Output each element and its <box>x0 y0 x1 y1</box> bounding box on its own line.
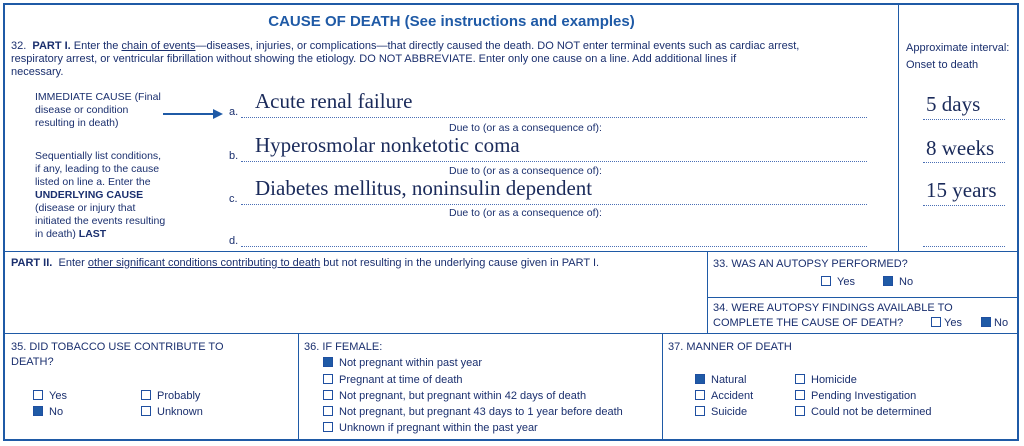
checkbox-icon[interactable] <box>323 406 333 416</box>
q36-option-unknown[interactable]: Unknown if pregnant within the past year <box>323 422 538 435</box>
q35-q36-divider <box>298 333 299 441</box>
line-b-interval-field <box>923 162 1005 163</box>
line-a-interval-field <box>923 119 1005 120</box>
line-d-interval-field <box>923 246 1005 247</box>
line-c-interval-field <box>923 205 1005 206</box>
checkbox-icon[interactable] <box>795 374 805 384</box>
q35-label: 35. DID TOBACCO USE CONTRIBUTE TO DEATH? <box>11 341 224 368</box>
checkbox-icon[interactable] <box>795 406 805 416</box>
line-b-cause[interactable]: Hyperosmolar nonketotic coma <box>255 133 520 157</box>
bottom-section-separator <box>5 333 1017 334</box>
line-c-interval[interactable]: 15 years <box>926 178 997 202</box>
line-a-letter: a. <box>229 106 239 118</box>
q36-label: 36. IF FEMALE: <box>304 341 383 353</box>
q33-separator <box>707 297 1017 298</box>
interval-header: Approximate interval: Onset to death <box>906 42 1010 71</box>
checkbox-icon[interactable] <box>323 390 333 400</box>
q37-option-undetermined[interactable]: Could not be determined <box>795 406 931 419</box>
checkbox-icon[interactable] <box>323 374 333 384</box>
q33-label: 33. WAS AN AUTOPSY PERFORMED? <box>713 258 908 270</box>
interval-column-divider <box>898 5 899 251</box>
line-c-cause[interactable]: Diabetes mellitus, noninsulin dependent <box>255 176 593 200</box>
checkbox-icon[interactable] <box>33 390 43 400</box>
q33-option-no[interactable]: No <box>883 276 913 289</box>
line-b-letter: b. <box>229 150 239 162</box>
line-a-cause[interactable]: Acute renal failure <box>255 89 413 113</box>
cause-of-death-form <box>3 3 1019 441</box>
q34-label: 34. WERE AUTOPSY FINDINGS AVAILABLE TO COMPLETE THE CAUSE OF DEATH? <box>713 302 953 329</box>
part2-divider <box>707 251 708 333</box>
part1-heading: PART I. <box>32 40 71 52</box>
checkbox-checked-icon[interactable] <box>981 317 991 327</box>
q37-label: 37. MANNER OF DEATH <box>668 341 792 353</box>
due-to-label-c: Due to (or as a consequence of): <box>449 207 602 219</box>
part1-separator <box>5 251 1017 252</box>
form-title: CAUSE OF DEATH (See instructions and examples) <box>268 13 635 30</box>
q33-option-yes[interactable]: Yes <box>821 276 855 289</box>
line-a-interval[interactable]: 5 days <box>926 92 981 116</box>
line-c-letter: c. <box>229 193 238 205</box>
line-b-interval[interactable]: 8 weeks <box>926 136 995 160</box>
q35-option-no[interactable]: No <box>33 406 63 419</box>
chain-of-events-link: chain of events <box>121 40 196 52</box>
q35-option-unknown[interactable]: Unknown <box>141 406 203 419</box>
q37-option-natural[interactable]: Natural <box>695 374 746 387</box>
q37-option-accident[interactable]: Accident <box>695 390 753 403</box>
q37-option-pending-investigation[interactable]: Pending Investigation <box>795 390 916 403</box>
line-d-field <box>241 246 867 247</box>
q36-option-pregnant-43-days-to-1-year[interactable]: Not pregnant, but pregnant 43 days to 1 year before death <box>323 406 623 419</box>
checkbox-icon[interactable] <box>795 390 805 400</box>
q34-option-no[interactable]: No <box>981 317 1008 330</box>
q34-option-yes[interactable]: Yes <box>931 317 962 330</box>
checkbox-icon[interactable] <box>931 317 941 327</box>
due-to-label-a: Due to (or as a consequence of): <box>449 122 602 134</box>
sequential-conditions-label: Sequentially list conditions, if any, leading to the cause listed on line a. Enter the UNDERLYING CAUSE (disease or injury that initiated the events resulting in death) LAST <box>35 150 166 240</box>
q35-option-yes[interactable]: Yes <box>33 390 67 403</box>
checkbox-icon[interactable] <box>141 390 151 400</box>
checkbox-checked-icon[interactable] <box>883 276 893 286</box>
q37-option-suicide[interactable]: Suicide <box>695 406 747 419</box>
checkbox-checked-icon[interactable] <box>323 357 333 367</box>
line-b-field <box>241 161 867 162</box>
q35-option-probably[interactable]: Probably <box>141 390 200 403</box>
line-c-field <box>241 204 867 205</box>
due-to-label-b: Due to (or as a consequence of): <box>449 165 602 177</box>
line-a-field <box>241 117 867 118</box>
checkbox-checked-icon[interactable] <box>695 374 705 384</box>
checkbox-checked-icon[interactable] <box>33 406 43 416</box>
checkbox-icon[interactable] <box>695 406 705 416</box>
line-d-letter: d. <box>229 235 239 247</box>
checkbox-icon[interactable] <box>141 406 151 416</box>
q36-option-pregnant-within-42-days[interactable]: Not pregnant, but pregnant within 42 days of death <box>323 390 586 403</box>
part1-instructions: 32. PART I. Enter the chain of events—diseases, injuries, or complications—that directly caused the death. DO NOT enter terminal events such as cardiac arrest, respiratory arrest, or ventricular fibrillation without showing the etiology. DO NOT ABBREVIATE. Enter only one cause on a line. Add additional lines if necessary. <box>11 40 800 78</box>
q36-q37-divider <box>662 333 663 441</box>
part2-text: PART II. Enter other significant conditions contributing to death but not resulting in the underlying cause given in PART I. <box>11 257 600 269</box>
q36-option-pregnant-at-death[interactable]: Pregnant at time of death <box>323 374 463 387</box>
q37-option-homicide[interactable]: Homicide <box>795 374 857 387</box>
arrow-icon <box>163 109 223 119</box>
checkbox-icon[interactable] <box>323 422 333 432</box>
q36-option-not-pregnant-past-year[interactable]: Not pregnant within past year <box>323 357 482 370</box>
checkbox-icon[interactable] <box>695 390 705 400</box>
checkbox-icon[interactable] <box>821 276 831 286</box>
immediate-cause-label: IMMEDIATE CAUSE (Final disease or condition resulting in death) <box>35 91 161 129</box>
